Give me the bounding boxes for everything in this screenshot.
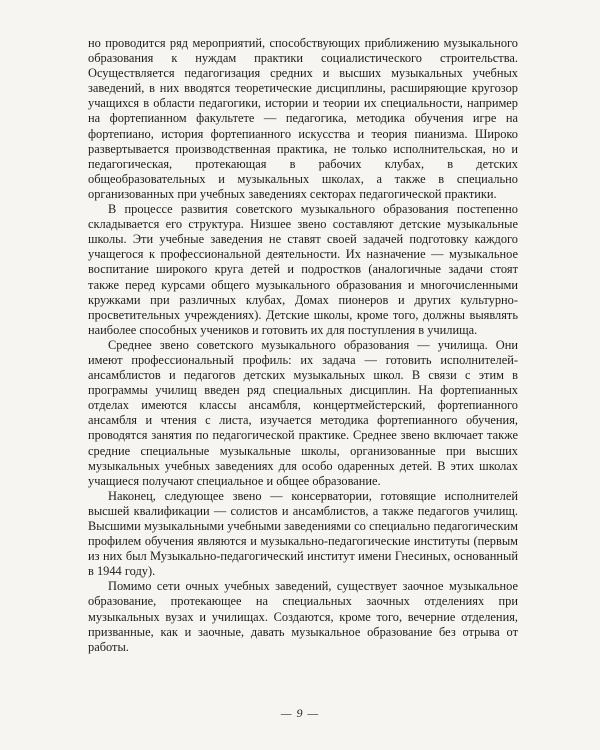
paragraph-conservatories: Наконец, следующее звено — консерватории, готовящие исполнителей высшей квалификации — солистов и ансамблистов, а также педагогов училищ. Высшими музыкальными учебными заведениями со специально педагогическим профилем обучения являются и музыкально-педагогические институты (первым из них был Музыкально-педагогический институт имени Гнесиных, основанный в 1944 году). <box>88 488 518 579</box>
page-number: — 9 — <box>280 706 320 720</box>
paragraph-structure: В процессе развития советского музыкального образования постепенно складывается его структура. Низшее звено составляют детские музыкальные школы. Эти учебные заведения не ставят своей задачей подготовку каждого учащегося к профессиональной деятельности. Их назначение — музыкальное воспитание широкого круга детей и подростков (аналогичные задачи стоят также перед курсами общего музыкального образования и многочисленными кружками при различных клубах, Домах пионеров и других культурно-просветительных учреждениях). Детские школы, кроме того, должны выявлять наиболее способных учеников и готовить их для поступления в училища. <box>88 202 518 337</box>
paragraph-correspondence: Помимо сети очных учебных заведений, существует заочное музыкальное образование, протекающее на специальных заочных отделениях при музыкальных вузах и училищах. Создаются, кроме того, вечерние отделения, призванные, как и заочные, давать музыкальное образование без отрыва от работы. <box>88 579 518 654</box>
paragraph-middle-level: Среднее звено советского музыкального образования — училища. Они имеют профессиональный профиль: их задача — готовить исполнителей-ансамблистов и педагогов детских музыкальных школ. В связи с этим в программы училищ введен ряд специальных дисциплин. На фортепианных отделах имеются классы ансамбля, концертмейстерский, фортепианного ансамбля и чтения с листа, изучается методика фортепианного обучения, проводятся занятия по педагогической практике. Среднее звено включает также средние специальные музыкальные школы, организованные при высших музыкальных учебных заведениях для особо одаренных детей. В этих школах учащиеся получают специальное и общее образование. <box>88 337 518 488</box>
paragraph-continuation: но проводится ряд мероприятий, способствующих приближению музыкального образования к нуждам практики социалистического строительства. Осуществляется педагогизация средних и высших музыкальных учебных заведений, в них вводятся теоретические дисциплины, расширяющие кругозор учащихся в области педагогики, истории и теории их специальности, например на фортепианном факультете — педагогика, методика обучения игре на фортепиано, история фортепианного искусства и теория пианизма. Широко развертывается производственная практика, не только исполнительская, но и педагогическая, протекающая в рабочих клубах, в детских общеобразовательных и музыкальных школах, а также в специально организованных при учебных заведениях секторах педагогической практики. <box>88 36 518 201</box>
page-body <box>88 36 518 655</box>
